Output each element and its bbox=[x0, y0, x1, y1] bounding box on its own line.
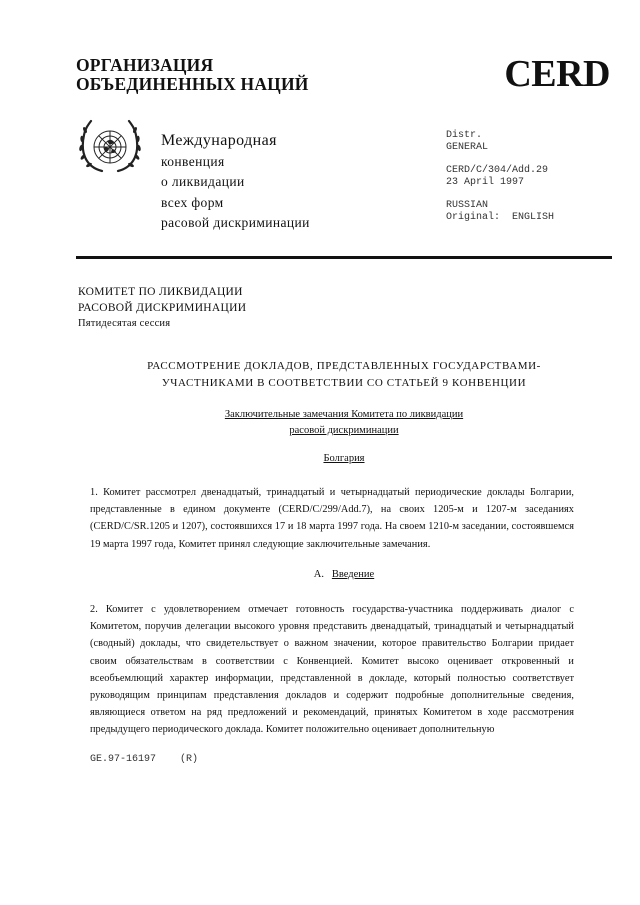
header-divider bbox=[76, 256, 612, 259]
org-name-line2: ОБЪЕДИНЕННЫХ НАЦИЙ bbox=[76, 74, 309, 94]
convention-line-2: конвенция bbox=[161, 153, 225, 169]
document-metadata bbox=[446, 130, 554, 224]
section-letter: A. bbox=[313, 569, 324, 580]
document-symbol: CERD/C/304/Add.29 bbox=[446, 165, 549, 176]
sub-heading bbox=[76, 407, 612, 439]
country-heading bbox=[76, 453, 612, 464]
document-language: RUSSIAN bbox=[446, 200, 489, 211]
main-heading-line1: РАССМОТРЕНИЕ ДОКЛАДОВ, ПРЕДСТАВЛЕННЫХ ГОСУДАРСТВАМИ- bbox=[147, 360, 541, 372]
session-label: Пятидесятая сессия bbox=[78, 318, 171, 329]
convention-line-3: о ликвидации bbox=[161, 174, 245, 189]
section-title: Введение bbox=[331, 569, 375, 580]
document-date: 23 April 1997 bbox=[446, 177, 525, 188]
section-heading bbox=[76, 569, 612, 580]
sub-heading-line2: расовой дискриминации bbox=[289, 425, 399, 436]
un-emblem-icon bbox=[76, 117, 144, 179]
distr-label: Distr. bbox=[446, 130, 483, 141]
committee-line1: КОМИТЕТ ПО ЛИКВИДАЦИИ bbox=[78, 286, 243, 298]
convention-line-4: всех форм bbox=[161, 194, 224, 210]
distr-value: GENERAL bbox=[446, 142, 489, 153]
country-name: Болгария bbox=[323, 453, 365, 464]
convention-title bbox=[161, 131, 310, 234]
convention-line-5: расовой дискриминации bbox=[161, 215, 310, 230]
document-code: GE.97-16197 (R) bbox=[90, 754, 199, 765]
paragraph-1: 1. Комитет рассмотрел двенадцатый, тринадцатый и четырнадцатый периодические доклады Болгарии, представленные в едином документе (CERD/C/299/Add.7), на своих 1205-м и 1207-м заседаниях (CERD/C/SR.1205 и 1207), состоявшихся 17 и 18 марта 1997 года. На своем 1210-м заседании, состоявшемся 19 марта 1997 года, Комитет принял следующие заключительные замечания. bbox=[90, 487, 574, 550]
org-name-line1: ОРГАНИЗАЦИЯ bbox=[76, 55, 214, 75]
sub-heading-line1: Заключительные замечания Комитета по ликвидации bbox=[224, 409, 464, 420]
organization-name bbox=[76, 56, 309, 94]
committee-line2: РАСОВОЙ ДИСКРИМИНАЦИИ bbox=[78, 302, 247, 314]
series-symbol: CERD bbox=[504, 53, 610, 95]
main-heading-line2: УЧАСТНИКАМИ В СООТВЕТСТВИИ СО СТАТЬЕЙ 9 КОНВЕНЦИИ bbox=[161, 377, 527, 389]
document-original: Original: ENGLISH bbox=[446, 212, 555, 223]
committee-block bbox=[78, 284, 246, 332]
main-heading bbox=[76, 358, 612, 392]
convention-line-1: Международная bbox=[161, 132, 277, 149]
paragraph-2: 2. Комитет с удовлетворением отмечает готовность государства-участника поддерживать диалог с Комитетом, поручив делегации высокого уровня представить двенадцатый, тринадцатый и четырнадцатый (сводный) доклады, что свидетельствует о важном значении, которое правительство Болгарии придает своим обязательствам в соответствии с Конвенцией. Комитет высоко оценивает откровенный и всеобъемлющий характер информации, представленной в докладе, который полностью соответствует руководящим принципам представления докладов и содержит подробные дополнительные сведения, являющиеся ответом на ряд предложений и рекомендаций, принятых Комитетом в ходе рассмотрения предыдущего периодического доклада. Комитет положительно оценивает дополнительную bbox=[90, 604, 574, 736]
